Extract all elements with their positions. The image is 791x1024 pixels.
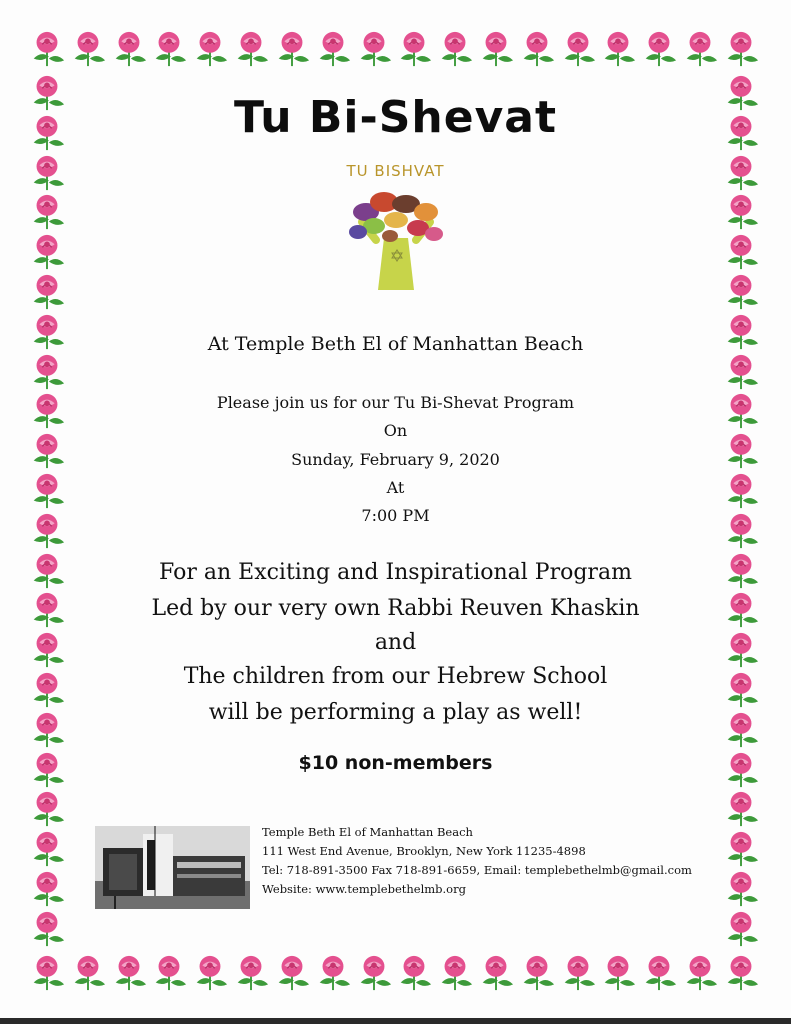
rose-icon xyxy=(722,233,760,271)
rose-icon xyxy=(355,30,393,68)
price-label: $10 non-members xyxy=(298,752,493,774)
rose-icon xyxy=(722,790,760,828)
rose-icon xyxy=(69,954,107,992)
rose-icon xyxy=(599,30,637,68)
rose-icon xyxy=(722,830,760,868)
contact-website: Website: www.templebethelmb.org xyxy=(262,882,466,896)
location-line: At Temple Beth El of Manhattan Beach xyxy=(207,333,584,355)
at-line: At xyxy=(386,478,405,497)
tree-logo-icon xyxy=(318,160,473,295)
rose-icon xyxy=(150,30,188,68)
rose-icon xyxy=(436,954,474,992)
rose-icon xyxy=(722,910,760,948)
flyer-title: Tu Bi-Shevat xyxy=(234,92,557,143)
rose-icon xyxy=(559,954,597,992)
rose-icon xyxy=(110,30,148,68)
top-rose-border xyxy=(28,26,760,72)
rose-icon xyxy=(28,830,66,868)
temple-building-photo xyxy=(95,826,250,909)
contact-block xyxy=(262,823,692,899)
logo-caption: TU BISHVAT xyxy=(346,162,445,180)
rose-icon xyxy=(477,954,515,992)
rose-icon xyxy=(599,954,637,992)
rose-icon xyxy=(28,30,66,68)
bottom-rose-border xyxy=(28,950,760,996)
event-time: 7:00 PM xyxy=(361,506,430,525)
rose-icon xyxy=(28,954,66,992)
rose-icon xyxy=(28,193,66,231)
contact-name: Temple Beth El of Manhattan Beach xyxy=(262,825,473,839)
rose-icon xyxy=(722,954,760,992)
rose-icon xyxy=(150,954,188,992)
rose-icon xyxy=(273,30,311,68)
program-line-1: For an Exciting and Inspirational Program xyxy=(159,560,632,585)
rose-icon xyxy=(28,870,66,908)
program-line-3: and xyxy=(374,630,417,655)
rose-icon xyxy=(232,954,270,992)
rose-icon xyxy=(640,954,678,992)
rose-icon xyxy=(436,30,474,68)
contact-address: 111 West End Avenue, Brooklyn, New York 11235-4898 xyxy=(262,844,586,858)
rose-icon xyxy=(518,954,556,992)
rose-icon xyxy=(640,30,678,68)
program-line-2: Led by our very own Rabbi Reuven Khaskin xyxy=(151,596,640,621)
rose-icon xyxy=(110,954,148,992)
rose-icon xyxy=(722,193,760,231)
event-date: Sunday, February 9, 2020 xyxy=(291,450,500,469)
rose-icon xyxy=(722,870,760,908)
rose-icon xyxy=(191,30,229,68)
on-line: On xyxy=(383,421,408,440)
rose-icon xyxy=(722,30,760,68)
rose-icon xyxy=(722,353,760,391)
rose-icon xyxy=(518,30,556,68)
rose-icon xyxy=(28,910,66,948)
rose-icon xyxy=(28,233,66,271)
contact-phone-email: Tel: 718-891-3500 Fax 718-891-6659, Email: templebethelmb@gmail.com xyxy=(262,863,692,877)
rose-icon xyxy=(681,30,719,68)
rose-icon xyxy=(273,954,311,992)
rose-icon xyxy=(28,273,66,311)
rose-icon xyxy=(232,30,270,68)
rose-icon xyxy=(559,30,597,68)
rose-icon xyxy=(477,30,515,68)
rose-icon xyxy=(314,30,352,68)
rose-icon xyxy=(722,273,760,311)
program-line-4: The children from our Hebrew School xyxy=(183,664,608,689)
rose-icon xyxy=(191,954,229,992)
rose-icon xyxy=(28,790,66,828)
rose-icon xyxy=(681,954,719,992)
rose-icon xyxy=(395,954,433,992)
scan-edge xyxy=(0,1018,791,1024)
rose-icon xyxy=(722,154,760,192)
invitation-line: Please join us for our Tu Bi-Shevat Program xyxy=(216,393,575,412)
rose-icon xyxy=(314,954,352,992)
rose-icon xyxy=(355,954,393,992)
program-line-5: will be performing a play as well! xyxy=(208,700,583,725)
rose-icon xyxy=(69,30,107,68)
rose-icon xyxy=(395,30,433,68)
rose-icon xyxy=(28,353,66,391)
rose-icon xyxy=(28,154,66,192)
